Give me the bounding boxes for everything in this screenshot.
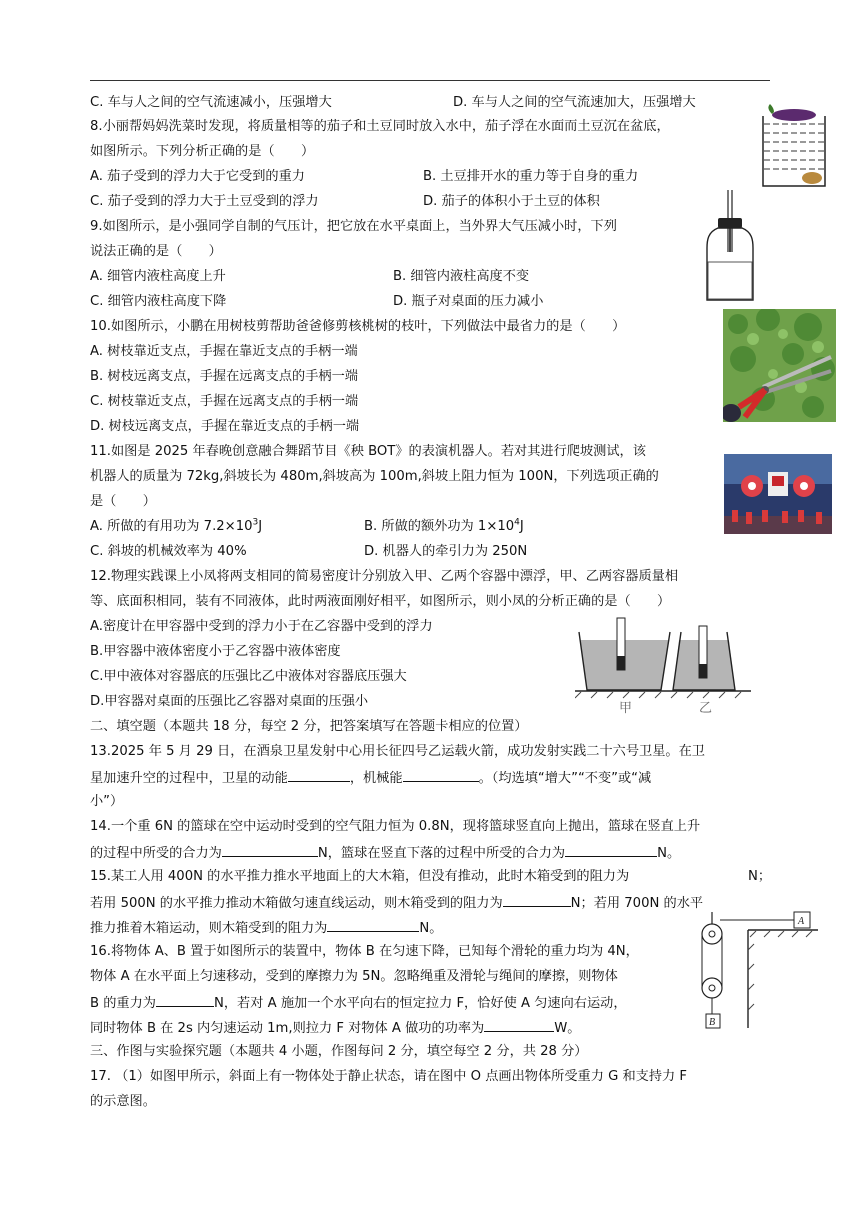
q17-stem-2: 的示意图。 — [90, 1094, 156, 1109]
answer-blank — [484, 1018, 554, 1032]
q11-stem: 11.如图是 2025 年春晚创意融合舞蹈节目《秧 BOT》的表演机器人。若对其进行爬坡测试，该 — [90, 444, 646, 459]
q12-stem: 12.物理实践课上小凤将两支相同的简易密度计分别放入甲、乙两个容器中漂浮，甲、乙两容器质量相 — [90, 569, 679, 584]
eggplant-potato-basin-figure — [760, 102, 828, 188]
q11-option-a: A. 所做的有用功为 $7.2\times 10^3J$ — [90, 517, 263, 534]
container-left-label: 甲 — [619, 700, 633, 715]
section-2-heading: 二、填空题（本题共 18 分，每空 2 分，把答案填写在答题卡相应的位置） — [90, 719, 528, 734]
q10-option-a: A. 树枝靠近支点，手握在靠近支点的手柄一端 — [90, 344, 358, 359]
q17-stem: 17. （1）如图甲所示，斜面上有一物体处于静止状态，请在图中 O 点画出物体所受重力 G 和支持力 F — [90, 1069, 688, 1084]
q13-stem-3: 小”） — [90, 794, 124, 809]
block-b-label: B — [709, 1017, 716, 1028]
hydrometer-containers-figure — [575, 612, 751, 716]
q10-stem: 10.如图所示，小鹏在用树枝剪帮助爸爸修剪核桃树的枝叶，下列做法中最省力的是（ ） — [90, 319, 626, 334]
q12-stem-2: 等、底面积相同，装有不同液体，此时两液面刚好相平，如图所示，则小凤的分析正确的是（ ） — [90, 594, 671, 609]
eggplant-icon — [772, 109, 816, 121]
q11-stem-3: 是（ ） — [90, 494, 156, 509]
section-3-heading: 三、作图与实验探究题（本题共 4 小题，作图每问 2 分，填空每空 2 分，共 28 分） — [90, 1044, 588, 1059]
q9-stem-2: 说法正确的是（ ） — [90, 244, 222, 259]
q13-stem-2: 星加速升空的过程中，卫星的动能 ，机械能 。（均选填“增大”“不变”或“减 — [90, 768, 651, 788]
potato-icon — [802, 172, 822, 184]
q16-stem-4: 同时物体 B 在 2s 内匀速运动 1m,则拉力 F 对物体 A 做功的功率为 W。 — [90, 1018, 580, 1038]
answer-blank — [327, 918, 419, 932]
pulley-system-figure — [690, 910, 818, 1034]
answer-blank — [503, 893, 571, 907]
q11-option-b: B. 所做的额外功为 $1\times 10^4J$ — [364, 517, 524, 534]
q11-stem-2: 机器人的质量为 72kg,斜坡长为 480m,斜坡高为 100m,斜坡上阻力恒为 100N，下列选项正确的 — [90, 469, 659, 484]
q15-stem: 15.某工人用 400N 的水平推力推水平地面上的大木箱，但没有推动，此时木箱受到的阻力为 — [90, 869, 630, 884]
q8-stem-2: 如图所示。下列分析正确的是（ ） — [90, 144, 315, 159]
block-a-label: A — [798, 916, 805, 927]
q8-option-b: B. 土豆排开水的重力等于自身的重力 — [423, 169, 639, 184]
answer-blank — [565, 843, 657, 857]
q9-option-c: C. 细管内液柱高度下降 — [90, 294, 227, 309]
q16-stem-3: B 的重力为 N，若对 A 施加一个水平向右的恒定拉力 F，恰好使 A 匀速向右运动， — [90, 993, 627, 1013]
q12-option-b: B.甲容器中液体密度小于乙容器中液体密度 — [90, 644, 341, 659]
q14-stem-2: 的过程中所受的合力为 N，篮球在竖直下落的过程中所受的合力为 N。 — [90, 843, 680, 863]
answer-blank — [288, 768, 350, 782]
container-right-label: 乙 — [699, 700, 713, 715]
q9-option-a: A. 细管内液柱高度上升 — [90, 269, 226, 284]
q9-option-b: B. 细管内液柱高度不变 — [393, 269, 530, 284]
q15-stem-3: 推力推着木箱运动，则木箱受到的阻力为 N。 — [90, 918, 442, 938]
q12-option-c: C.甲中液体对容器底的压强比乙中液体对容器底压强大 — [90, 669, 407, 684]
q7-option-d: D. 车与人之间的空气流速加大，压强增大 — [453, 95, 696, 110]
q9-stem: 9.如图所示，是小强同学自制的气压计，把它放在水平桌面上，当外界大气压减小时，下列 — [90, 219, 617, 234]
q10-option-c: C. 树枝靠近支点，手握在远离支点的手柄一端 — [90, 394, 359, 409]
q8-option-c: C. 茄子受到的浮力大于土豆受到的浮力 — [90, 194, 319, 209]
answer-blank — [403, 768, 479, 782]
q16-stem-2: 物体 A 在水平面上匀速移动，受到的摩擦力为 5N。忽略绳重及滑轮与绳间的摩擦，则物体 — [90, 969, 618, 984]
q15-unit: N； — [748, 869, 772, 884]
q13-stem: 13.2025 年 5 月 29 日，在酒泉卫星发射中心用长征四号乙运载火箭，成功发射实践二十六号卫星。在卫 — [90, 744, 705, 759]
q8-stem: 8.小丽帮妈妈洗菜时发现，将质量相等的茄子和土豆同时放入水中，茄子浮在水面而土豆沉在盆底， — [90, 119, 670, 134]
q12-option-d: D.甲容器对桌面的压强比乙容器对桌面的压强小 — [90, 694, 369, 709]
q16-stem: 16.将物体 A、B 置于如图所示的装置中，物体 B 在匀速下降，已知每个滑轮的重力均为 4N， — [90, 944, 639, 959]
q14-stem: 14.一个重 6N 的篮球在空中运动时受到的空气阻力恒为 0.8N，现将篮球竖直向上抛出，篮球在竖直上升 — [90, 819, 701, 834]
q11-option-c: C. 斜坡的机械效率为 40% — [90, 544, 247, 559]
q15-stem-2: 若用 500N 的水平推力推动木箱做匀速直线运动，则木箱受到的阻力为 N；若用 700N 的水平 — [90, 893, 703, 913]
q8-option-a: A. 茄子受到的浮力大于它受到的重力 — [90, 169, 305, 184]
q12-option-a: A.密度计在甲容器中受到的浮力小于在乙容器中受到的浮力 — [90, 619, 433, 634]
q10-option-d: D. 树枝远离支点，手握在靠近支点的手柄一端 — [90, 419, 360, 434]
dancing-robots-photo — [724, 454, 832, 534]
barometer-bottle-figure — [704, 188, 756, 306]
answer-blank — [222, 843, 318, 857]
q8-option-d: D. 茄子的体积小于土豆的体积 — [423, 194, 600, 209]
q10-option-b: B. 树枝远离支点，手握在远离支点的手柄一端 — [90, 369, 358, 384]
q7-option-c: C. 车与人之间的空气流速减小，压强增大 — [90, 95, 332, 110]
q11-option-d: D. 机器人的牵引力为 250N — [364, 544, 528, 559]
q9-option-d: D. 瓶子对桌面的压力减小 — [393, 294, 544, 309]
answer-blank — [156, 993, 214, 1007]
pruning-shears-photo — [723, 309, 836, 422]
header-rule — [90, 80, 770, 81]
